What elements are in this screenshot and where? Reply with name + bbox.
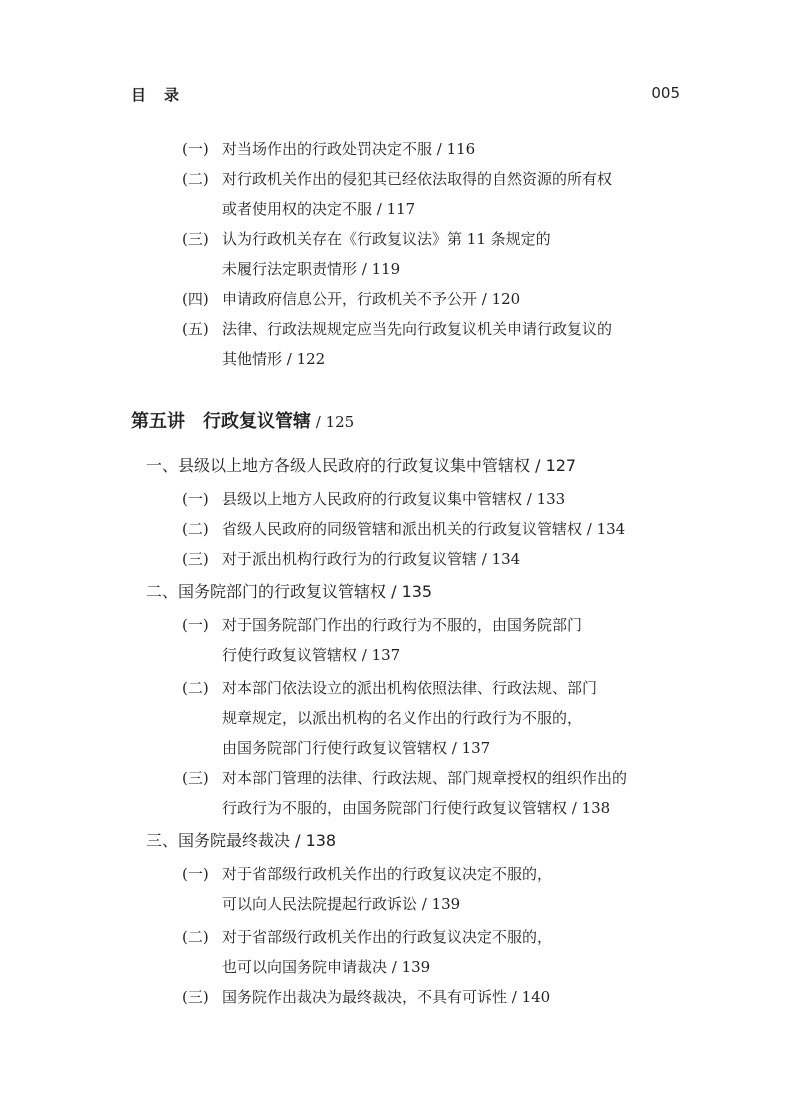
entry-text: 对当场作出的行政处罚决定不服 / 116 [222, 140, 476, 158]
entry-text: 对于派出机构行政行为的行政复议管辖 / 134 [222, 550, 521, 568]
entry-number: (三) [182, 230, 209, 248]
toc-continuation-line: 可以向人民法院提起行政诉讼 / 139 [222, 895, 461, 913]
toc-subsection-entry [182, 615, 582, 635]
entry-number: (二) [182, 520, 209, 538]
entry-text: 对本部门依法设立的派出机构依照法律、行政法规、部门 [222, 679, 598, 697]
entry-number: (三) [182, 988, 209, 1006]
toc-continuation-line: 行政行为不服的，由国务院部门行使行政复议管辖权 / 138 [222, 799, 611, 817]
entry-number: (二) [182, 928, 209, 946]
toc-subsection-entry [182, 169, 612, 189]
toc-section-entry: 一、县级以上地方各级人民政府的行政复议集中管辖权 / 127 [146, 456, 577, 475]
toc-continuation-line: 或者使用权的决定不服 / 117 [222, 200, 416, 218]
toc-continuation-line: 规章规定，以派出机构的名义作出的行政行为不服的， [222, 709, 583, 727]
toc-section-entry: 三、国务院最终裁决 / 138 [146, 831, 337, 850]
toc-subsection-entry [182, 987, 550, 1007]
toc-heading: 目录 [131, 86, 198, 104]
toc-continuation-line: 行使行政复议管辖权 / 137 [222, 646, 401, 664]
toc-subsection-entry [182, 319, 612, 339]
toc-continuation-line: 其他情形 / 122 [222, 350, 326, 368]
entry-number: (五) [182, 320, 209, 338]
entry-text: 对于省部级行政机关作出的行政复议决定不服的， [222, 865, 553, 883]
page-number: 005 [651, 84, 680, 102]
page-header [131, 84, 680, 108]
toc-section-entry: 二、国务院部门的行政复议管辖权 / 135 [146, 582, 433, 601]
toc-subsection-entry [182, 864, 552, 884]
chapter-heading [131, 410, 354, 434]
entry-text: 申请政府信息公开，行政机关不予公开 / 120 [222, 290, 521, 308]
entry-text: 省级人民政府的同级管辖和派出机关的行政复议管辖权 / 134 [222, 520, 626, 538]
entry-text: 法律、行政法规规定应当先向行政复议机关申请行政复议的 [222, 320, 613, 338]
entry-number: (三) [182, 769, 209, 787]
entry-text: 县级以上地方人民政府的行政复议集中管辖权 / 133 [222, 490, 566, 508]
entry-number: (二) [182, 679, 209, 697]
toc-subsection-entry [182, 768, 627, 788]
toc-continuation-line: 由国务院部门行使行政复议管辖权 / 137 [222, 739, 491, 757]
toc-subsection-entry [182, 229, 551, 249]
entry-number: (一) [182, 140, 209, 158]
toc-continuation-line: 未履行法定职责情形 / 119 [222, 260, 401, 278]
entry-number: (一) [182, 490, 209, 508]
toc-subsection-entry [182, 678, 597, 698]
entry-number: (二) [182, 170, 209, 188]
entry-text: 对于省部级行政机关作出的行政复议决定不服的， [222, 928, 553, 946]
toc-continuation-line: 也可以向国务院申请裁决 / 139 [222, 958, 431, 976]
toc-subsection-entry [182, 289, 520, 309]
chapter-title: 第五讲 行政复议管辖 [131, 411, 311, 432]
entry-number: (一) [182, 616, 209, 634]
entry-text: 认为行政机关存在《行政复议法》第 11 条规定的 [222, 230, 551, 248]
entry-text: 对行政机关作出的侵犯其已经依法取得的自然资源的所有权 [222, 170, 613, 188]
entry-number: (四) [182, 290, 209, 308]
toc-subsection-entry [182, 519, 625, 539]
toc-subsection-entry [182, 489, 565, 509]
entry-text: 对于国务院部门作出的行政行为不服的，由国务院部门 [222, 616, 583, 634]
entry-number: (一) [182, 865, 209, 883]
entry-number: (三) [182, 550, 209, 568]
entry-text: 对本部门管理的法律、行政法规、部门规章授权的组织作出的 [222, 769, 628, 787]
chapter-page: / 125 [311, 413, 355, 431]
toc-subsection-entry [182, 549, 520, 569]
toc-subsection-entry [182, 927, 552, 947]
toc-subsection-entry [182, 139, 475, 159]
entry-text: 国务院作出裁决为最终裁决，不具有可诉性 / 140 [222, 988, 551, 1006]
